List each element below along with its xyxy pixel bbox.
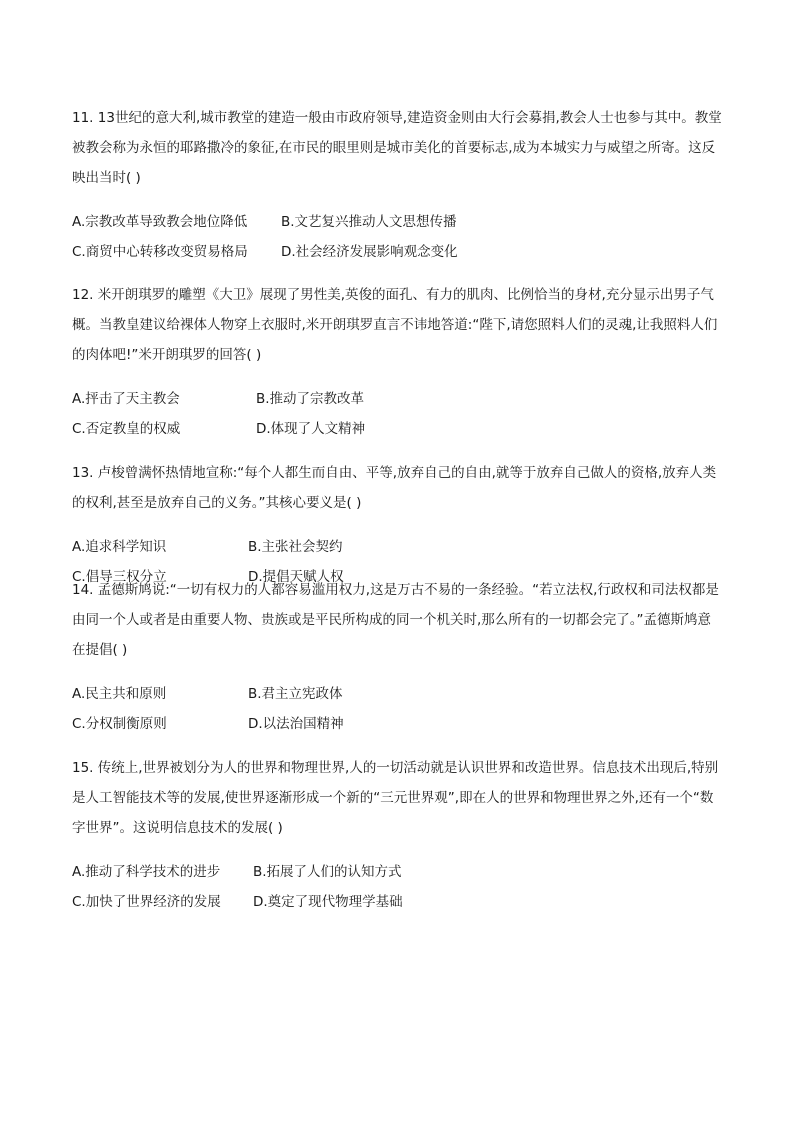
answer-options	[72, 857, 722, 917]
option-c: C.商贸中心转移改变贸易格局	[72, 244, 248, 260]
option-row	[72, 709, 722, 739]
option-row	[72, 207, 722, 237]
option-a: A.宗教改革导致教会地位降低	[72, 214, 248, 230]
option-row	[72, 414, 722, 444]
option-d: D.奠定了现代物理学基础	[253, 894, 403, 910]
option-row	[72, 679, 722, 709]
option-c: C.倡导三权分立	[72, 569, 167, 585]
option-b: B.文艺复兴推动人文思想传播	[281, 214, 457, 230]
question-stem: 11. 13世纪的意大利,城市教堂的建造一般由市政府领导,建造资金则由大行会募捐,教会人士也参与其中。教堂被教会称为永恒的耶路撒冷的象征,在市民的眼里则是城市美化的首要标志,成为本城实力与威望之所寄。这反映出当时( )	[72, 110, 722, 186]
answer-options	[72, 384, 722, 444]
question-stem: 15. 传统上,世界被划分为人的世界和物理世界,人的一切活动就是认识世界和改造世界。信息技术出现后,特别是人工智能技术等的发展,使世界逐渐形成一个新的“三元世界观”,即在人的世界和物理世界之外,还有一个“数字世界”。这说明信息技术的发展( )	[72, 760, 719, 836]
option-d: D.体现了人文精神	[256, 421, 366, 437]
option-d: D.以法治国精神	[248, 716, 344, 732]
option-d: D.提倡天赋人权	[248, 569, 344, 585]
option-row	[72, 384, 722, 414]
question-stem: 13. 卢梭曾满怀热情地宣称:“每个人都生而自由、平等,放弃自己的自由,就等于放弃自己做人的资格,放弃人类的权利,甚至是放弃自己的义务。”其核心要义是( )	[72, 465, 717, 511]
option-c: C.加快了世界经济的发展	[72, 894, 221, 910]
option-d: D.社会经济发展影响观念变化	[281, 244, 458, 260]
option-a: A.推动了科学技术的进步	[72, 864, 221, 880]
option-row	[72, 237, 722, 267]
option-row	[72, 532, 722, 562]
option-b: B.主张社会契约	[248, 539, 343, 555]
question-stem: 14. 孟德斯鸠说:“一切有权力的人都容易滥用权力,这是万古不易的一条经验。“若立法权,行政权和司法权都是由同一个人或者是由重要人物、贵族或是平民所构成的同一个机关时,那么所有的一切都会完了。”孟德斯鸠意在提倡( )	[72, 582, 719, 658]
question-stem: 12. 米开朗琪罗的雕塑《大卫》展现了男性美,英俊的面孔、有力的肌肉、比例恰当的身材,充分显示出男子气概。当教皇建议给裸体人物穿上衣服时,米开朗琪罗直言不讳地答道:“陛下,请您照料人们的灵魂,让我照料人们的肉体吧!”米开朗琪罗的回答( )	[72, 287, 718, 363]
option-row	[72, 887, 722, 917]
option-a: A.追求科学知识	[72, 539, 167, 555]
question-13	[72, 458, 722, 592]
option-a: A.抨击了天主教会	[72, 391, 180, 407]
question-14	[72, 575, 722, 739]
question-11	[72, 103, 722, 267]
option-b: B.推动了宗教改革	[256, 391, 365, 407]
option-b: B.君主立宪政体	[248, 686, 343, 702]
option-c: C.分权制衡原则	[72, 716, 167, 732]
option-a: A.民主共和原则	[72, 686, 167, 702]
question-12	[72, 280, 722, 444]
option-row	[72, 857, 722, 887]
question-15	[72, 753, 722, 917]
answer-options	[72, 679, 722, 739]
answer-options	[72, 207, 722, 267]
option-c: C.否定教皇的权威	[72, 421, 181, 437]
option-b: B.拓展了人们的认知方式	[253, 864, 402, 880]
